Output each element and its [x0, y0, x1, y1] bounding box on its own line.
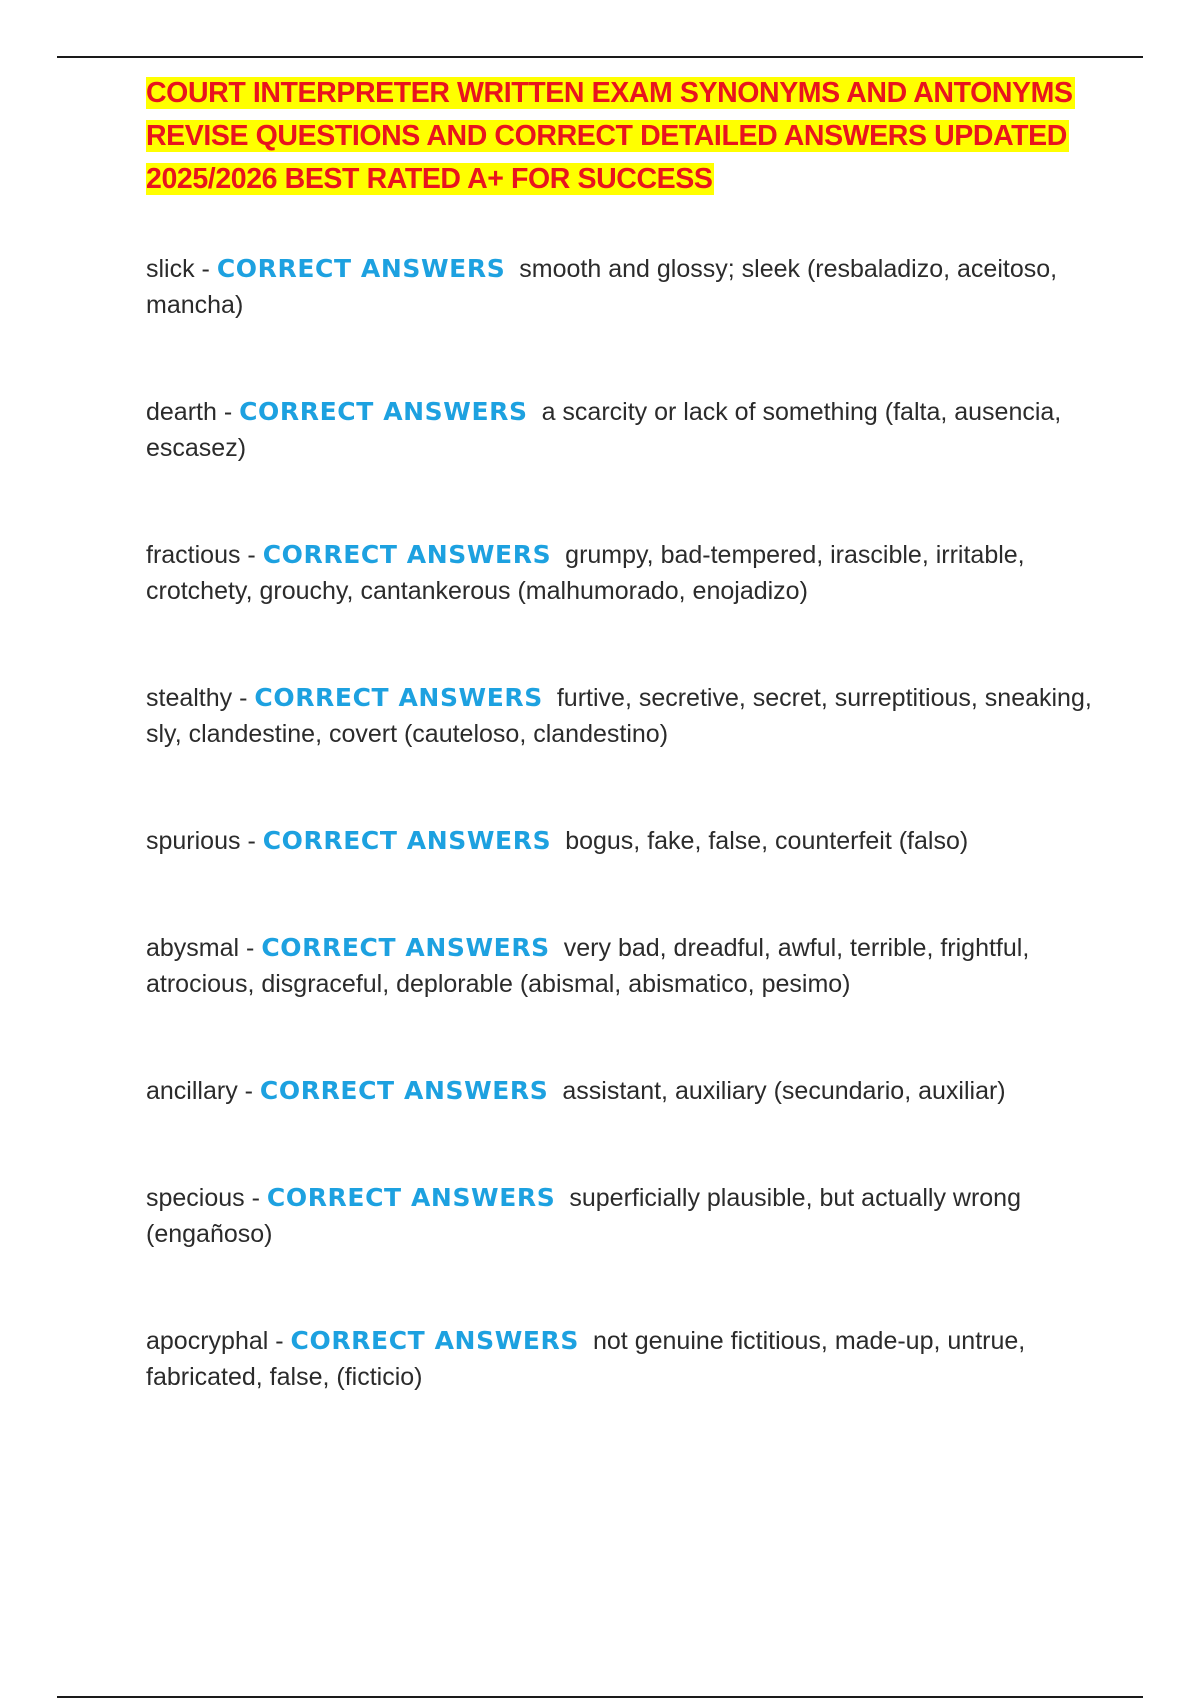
entry-term: specious [146, 1184, 245, 1212]
title-line-2: REVISE QUESTIONS AND CORRECT DETAILED ANSWERS UPDATED [146, 120, 1067, 152]
entry-definition: grumpy, bad-tempered, irascible, irritable, crotchety, grouchy, cantankerous (malhumorado, enojadizo) [146, 541, 1025, 605]
entry-separator: - [268, 1327, 291, 1355]
document-body [146, 72, 1096, 1395]
correct-answers-tag: CORRECT ANSWERS [254, 683, 543, 712]
entry-term: slick [146, 255, 195, 283]
entry-separator: - [194, 255, 217, 283]
title-line-1: COURT INTERPRETER WRITTEN EXAM SYNONYMS AND ANTONYMS [146, 77, 1073, 109]
correct-answers-tag: CORRECT ANSWERS [262, 540, 552, 569]
entry-abysmal [146, 930, 1096, 1002]
entry-slick [146, 251, 1096, 323]
entry-definition: a scarcity or lack of something (falta, ausencia, escasez) [146, 398, 1062, 462]
entry-separator: - [216, 398, 240, 426]
entry-term: apocryphal [146, 1327, 269, 1355]
top-rule [57, 56, 1143, 58]
entry-definition: smooth and glossy; sleek (resbaladizo, aceitoso, mancha) [146, 255, 1058, 319]
entry-definition: assistant, auxiliary (secundario, auxiliar) [562, 1077, 1006, 1105]
entry-spurious [146, 823, 1096, 859]
entry-term: abysmal [146, 934, 240, 962]
correct-answers-tag: CORRECT ANSWERS [290, 1326, 579, 1355]
correct-answers-tag: CORRECT ANSWERS [216, 254, 506, 283]
entry-definition: furtive, secretive, secret, surreptitious, sneaking, sly, clandestine, covert (cauteloso, clandestino) [146, 684, 1092, 748]
title-line-3: 2025/2026 BEST RATED A+ FOR SUCCESS [146, 163, 713, 195]
document-title [146, 72, 1096, 201]
correct-answers-tag: CORRECT ANSWERS [266, 1183, 556, 1212]
entry-definition: bogus, fake, false, counterfeit (falso) [565, 827, 969, 855]
entry-separator: - [232, 684, 255, 712]
entry-list [146, 251, 1096, 1395]
entry-term: ancillary [146, 1077, 238, 1105]
entry-separator: - [240, 827, 263, 855]
correct-answers-tag: CORRECT ANSWERS [261, 933, 550, 962]
entry-separator: - [240, 541, 263, 569]
bottom-rule [57, 1696, 1143, 1698]
entry-specious [146, 1180, 1096, 1252]
entry-term: spurious [146, 827, 241, 855]
entry-definition: not genuine fictitious, made-up, untrue, fabricated, false, (ficticio) [146, 1327, 1026, 1391]
entry-separator: - [244, 1184, 267, 1212]
entry-fractious [146, 537, 1096, 609]
entry-term: fractious [146, 541, 241, 569]
entry-separator: - [237, 1077, 260, 1105]
entry-definition: superficially plausible, but actually wrong (engañoso) [146, 1184, 1021, 1248]
entry-apocryphal [146, 1323, 1096, 1395]
entry-stealthy [146, 680, 1096, 752]
correct-answers-tag: CORRECT ANSWERS [259, 1076, 549, 1105]
entry-separator: - [239, 934, 262, 962]
entry-dearth [146, 394, 1096, 466]
entry-term: dearth [146, 398, 217, 426]
correct-answers-tag: CORRECT ANSWERS [262, 826, 552, 855]
entry-ancillary [146, 1073, 1096, 1109]
correct-answers-tag: CORRECT ANSWERS [239, 397, 528, 426]
entry-definition: very bad, dreadful, awful, terrible, frightful, atrocious, disgraceful, deplorable (abismal, abismatico, pesimo) [146, 934, 1030, 998]
entry-term: stealthy [146, 684, 233, 712]
